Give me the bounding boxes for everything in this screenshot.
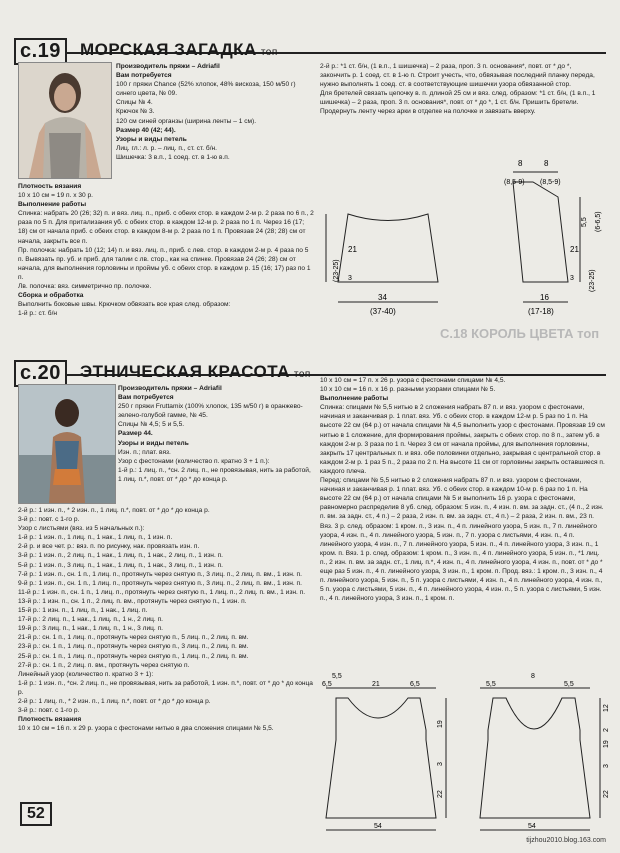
s20-back-strap: 5,5 [332,673,342,680]
section20-top-p1: Вам потребуется [118,394,174,402]
s19-front-height-alt: (23-25) [589,269,596,292]
section19-left-p6: Размер 40 (42; 44). [116,126,176,134]
section19-left-p3: Спицы № 4. [116,99,153,107]
section19-left-p1: Вам потребуется [116,72,172,80]
s20-back-top-left: 6,5 [322,681,332,688]
s19-back-height-alt: (23-25) [333,259,340,282]
s20-back-top-right: 6,5 [410,681,420,688]
section20-top-p4: Размер 44. [118,430,153,438]
section20-top-p2: 250 г пряжи Fruttamix (100% хлопок, 135 м/50 г) в оранжево-зелено-голубой гамме, № 45. [118,403,303,420]
s19-front-width: 16 [540,293,549,302]
s20-front-width: 54 [528,823,536,830]
section20-top-p6: Изн. п.; плат. вяз. [118,448,171,456]
section20-left-p8: 9-й р.: 1 изн. п., сн. 1 п., 1 лиц. п., протянуть через снятую п., 3 лиц. п., 2 лиц. п. вм., 1 изн. п. [18,579,302,587]
s20-front-h5: 22 [603,790,610,798]
s20-front-top: 5,5 [486,681,496,688]
section20-left-p12: 17-й р.: 2 лиц. п., 1 нак., 1 лиц. п., 1 н., 2 лиц. п. [18,616,163,624]
section20-left-p6: 5-й р.: 1 изн. п., 3 лиц. п., 1 нак., 1 лиц. п., 1 нак., 3 лиц. п., 1 изн. п. [18,561,224,569]
s19-back-height: 21 [348,245,357,254]
s20-front-h3: 19 [603,740,610,748]
s19-shoulder: 5,5 [581,217,588,227]
s20-front-h2: 2 [603,728,610,732]
section20-title-text: ЭТНИЧЕСКАЯ КРАСОТА [80,362,290,381]
s20-back-h1: 19 [437,720,444,728]
section19-left-p0: Производитель пряжи – Adriafil [116,63,220,70]
footer-url: tijzhou2010.blog.163.com [526,837,606,844]
section20-left-p1: 3-й р.: повт. с 1-го р. [18,516,80,524]
section20-right-p2: Выполнение работы [320,395,389,403]
section19-left-p5: 120 см синей органзы (ширина ленты – 1 см). [116,117,257,125]
section20-left-p2: Узор с листьями (вяз. из 5 начальных п.): [18,525,145,533]
section20-left-column [18,506,314,814]
section19-main-column [18,182,314,334]
section20-left-p16: 25-й р.: сн. 1 п., 1 лиц. п., протянуть через снятую п., 1 лиц. п., 2 лиц. п. вм. [18,652,249,660]
section19-main-p7: Выполнить боковые швы. Крючком обвязать все края след. образом: [18,301,231,309]
section19-main-p8: 1-й р.: ст. б/н [18,310,58,318]
section20-left-p9: 11-й р.: 1 изн. п., сн. 1 п., 1 лиц. п., протянуть через снятую п., 1 лиц. п., 2 лиц. п. вм., 1 изн. п. [18,588,306,596]
section20-left-p15: 23-й р.: сн. 1 п., 1 лиц. п., протянуть через снятую п., 3 лиц. п., 2 лиц. п. вм. [18,643,249,651]
s20-front-h1: 12 [603,704,610,712]
s19-back-width-alt: (37-40) [370,307,396,316]
s19-shoulder-alt: (6-6,5) [595,211,602,232]
section19-main-p1: 10 х 10 см = 19 п. х 30 р. [18,192,94,200]
section20-left-p21: 3-й р.: повт. с 1-го р. [18,707,80,715]
section19-diagram [318,152,608,337]
section20-right-p4: Перед: спицами № 5,5 нитью в 2 сложения набрать 87 п. и вяз. узором с фестонами, начиная и заканчивая р. 1 плат. вяз. Уб. с обеих стор. в каждом 10-м р. 6 раз по 1 п. На высоте 22 см (64 р.) от начала спицами № 5 и выполнить 16 р. узора с фестонами, равномерно распределив 8 уб. след. образом: 5 изн. п., 4 изн. п. вм. за задн. ст., (4 п., 2 изн. п. вм. за задн. ст., 4 п.) – 2 раза, 2 изн. п. вм. за задн. ст., 4 п.) – 2 раза, 2 изн. п. вм., 23 п. Вяз. 3 р. след. образом: 1 кром. п., 3 изн. п., 4 п. линейного узора, 5 изн. п., 7 п. линейного узора, 4 изн. п., 4 п. линейного узора, 5 изн. п., 7 п. узора с листьями, 4 изн. п., 4 п. линейного узора, 4 изн. п., 7 п. линейного узора, 5 изн. п., 4 п. линейного узора, 3 изн. п., 1 кром. п. Вяз. 1 р. след. образом: 1 кром. п., 3 изн. п., 4 п. линейного узора, 5 изн. п., *1 лиц. п., 2 изн. п. вм. за задн. ст., 1 лиц. п.*, 4 изн. п., 4 п. линейного узора, 4 изн. п., повт. от * до * еще раз 5 изн. п., 4 п. линейного узора, 3 изн. п., 1 кром. п. Прод. вяз.: 1 кром. п., 3 изн. п., 4 п. линейного узора, 5 изн. п., 5 п. узора с листьями, 4 изн. п., 4 п. линейного узора, 4 изн. п., 5 п. узора с листьями, 5 изн. п., 4 п. линейного узора, 4 изн. п., 5 п. узора с листьями, 5 изн. п., 4 п. линейного узора, 3 изн. п., 1 кром. п. [320,477,604,603]
section19-main-p6: Сборка и обработка [18,292,84,300]
section19-subtitle: топ [260,47,278,58]
s19-top-alt: (8,5-9) [504,179,525,186]
s20-front-strap: 5,5 [564,681,574,688]
section20-right-p3: Спинка: спицами № 5,5 нитью в 2 сложения набрать 87 п. и вяз. узором с фестонами, начиная и заканчивая р. 1 плат. вяз. Уб. с обеих стор. в каждом 12-м р. 5 раз по 1 п. На высоте 22 см (64 р.) от начала спицами № 4,5 выполнить узор с фестонами. Провязав 19 см нитью в 1 сложение, для формирования проймы, закрыть с обеих стор. по 8 п., затем уб. в каждом 2-м р. 3 раза по 1 п. Через 3 см от начала проймы, для выполнения горловины, закрыть 17 центральных п. и вяз. обе половинки отдельно, закрывая с центральной стор. в каждом 2-м р. 1 раз 5 п., 2 раза по 2 п. На высоте 11 см от горловины закрыть оставшиеся п. каждого плеча. [320,404,605,475]
section20-diagram [318,668,610,836]
section19-main-p4: Пр. полочка: набрать 10 (12; 14) п. и вяз. лиц. п., приб. с лев. стор. в каждом 2-м р. 4 раза по 5 п. Вывязать пр. уб. и приб. для талии с лв. стор., как на спинке. Провязав 24 (26; 28) см от начала, для выполнения горловины и проймы уб. с обеих стор. в каждом р. 15 (16; 17) раз по 1 п. [18,246,311,281]
section19-left-p9: Шишечка: 3 в.п., 1 соед. ст. в 1-ю в.п. [116,153,230,161]
section19-left-p4: Крючок № 3. [116,108,155,116]
section20-top-p8: 1-й р.: 1 лиц. п., *сн. 2 лиц. п., не провязывая, нить за работой, 1 лиц. п.*, повт. от * до * до конца р. [118,466,311,483]
section20-left-p3: 1-й р.: 1 изн. п., 1 лиц. п., 1 нак., 1 лиц. п., 1 изн. п. [18,534,173,542]
section20-left-p22: Плотность вязания [18,716,82,724]
s20-front-h4: 3 [603,764,610,768]
section20-left-p0: 2-й р.: 1 изн. п., * 2 изн. п., 1 лиц. п.*, повт. от * до * до конца р. [18,507,210,514]
s19-front-height: 21 [570,245,579,254]
s20-front-neck: 8 [531,673,535,680]
section19-main-p2: Выполнение работы [18,201,87,209]
section20-left-p14: 21-й р.: сн. 1 п., 1 лиц. п., протянуть через снятую п., 5 лиц. п., 2 лиц. п. вм. [18,634,249,642]
section20-left-p5: 3-й р.: 1 изн. п., 2 лиц. п., 1 нак., 1 лиц. п., 1 нак., 2 лиц. п., 1 изн. п. [18,552,224,560]
section19-main-p3: Спинка: набрать 20 (26; 32) п. и вяз. лиц. п., приб. с обеих стор. в каждом 2-м р. 2 раза по 6 п., 2 раза по 5 п. Для притализания уб. с обеих стор. в каждом 12-м р. 2 раза по 1 п. Через 16 (17; 18) см от начала приб. с обеих стор. в каждом 8-м р. 2 раза по 1 п. Провязав 24 (28; 28) см от начала, закрыть все п. [18,210,314,245]
section20-left-p18: Линейный узор (количество п. кратно 3 + 1): [18,670,154,678]
section19-left-column [116,62,312,182]
section19-badge [14,38,67,65]
section20-right-column [320,376,606,666]
section20-left-p13: 19-й р.: 3 лиц. п., 1 нак., 1 лиц. п., 1 н., 3 лиц. п. [18,625,163,633]
s19-back-hem: 3 [348,275,352,282]
section19-title-text: МОРСКАЯ ЗАГАДКА [80,40,257,59]
s19-top-left: 8 [518,159,523,168]
section20-left-p17: 27-й р.: сн. 1 п., 2 лиц. п. вм., протянуть через снятую п. [18,661,190,669]
section19-right-column [320,62,602,154]
s19-front-width-alt: (17-18) [528,307,554,316]
section20-title [80,362,311,382]
section20-badge [14,360,67,387]
section20-top-column [118,384,314,504]
s20-back-neck: 21 [372,681,380,688]
section19-title [80,40,278,60]
section19-main-p0: Плотность вязания [18,183,82,190]
section19-main-p5: Лв. полочка: вяз. симметрично пр. полочке. [18,283,152,291]
section20-top-p3: Спицы № 4,5; 5 и 5,5. [118,421,185,429]
section20-subtitle: топ [293,369,311,380]
section19-left-p2: 100 г пряжи Chance (52% хлопок, 48% вискоза, 150 м/50 г) синего цвета, № 09. [116,81,296,98]
section20-right-p0: 10 х 10 см = 17 п. х 26 р. узора с фестонами спицами № 4,5. [320,377,506,384]
section20-top-p5: Узоры и виды петель [118,439,189,447]
s19-top-alt2: (8,5-9) [540,179,561,186]
s19-back-width: 34 [378,293,387,302]
section19-number: с.19 [20,40,61,62]
section19-right-p0: 2-й р.: *1 ст. б/н, (1 в.п., 1 шишечка) – 2 раза, проп. 3 п. основания*, повт. от * до *, закончить р. 1 соед. ст. в 1-ю п. Строит учесть, что, обвязывая последний планку переда, нужно выполнять 1 соед. ст. в соответствующие шишечки узора обвязанной стор. [320,63,595,89]
bleed-through-text: С.18 КОРОЛЬ ЦВЕТА топ [440,326,600,341]
section20-left-p20: 2-й р.: 1 лиц. п., * 2 изн. п., 1 лиц. п.*, повт. от * до * до конца р. [18,697,211,705]
section19-right-p1: Для бретелей связать цепочку в. п. длиной 25 см и вяз. след. образом: *1 ст. б/н, (1 в.п., 1 шишечка) – 2 раза, проп. 3 п. основания*, повт. от * до *, 1 ст. б/н. Пришить бретели. Продернуть ленту через арки в отделке на полочке и завязать вверху. [320,90,596,116]
section20-photo [18,384,116,504]
page-number: 52 [20,802,52,826]
s20-back-h3: 22 [437,790,444,798]
section20-left-p7: 7-й р.: 1 изн. п., сн. 1 п., 1 лиц. п., протянуть через снятую п., 3 лиц. п., 2 лиц. п. вм., 1 изн. п. [18,570,302,578]
s19-front-hem: 3 [570,275,574,282]
section19-photo [18,62,112,179]
s20-back-width: 54 [374,823,382,830]
section20-left-p19: 1-й р.: 1 изн. п., *сн. 2 лиц. п., не провязывая, нить за работой, 1 изн. п.*, повт. от * до * до конца р. [18,679,313,696]
section20-left-p10: 13-й р.: 1 изн. п., сн. 1 п., 2 лиц. п. вм., протянуть через снятую п., 1 изн. п. [18,597,247,605]
section20-top-p7: Узор с фестонами (количество п. кратно 3 + 1 п.): [118,457,270,465]
s20-back-h2: 3 [437,762,444,766]
section20-left-p23: 10 х 10 см = 16 п. х 29 р. узора с фестонами нитью в два сложения спицами № 5,5. [18,725,274,733]
section19-left-p7: Узоры и виды петель [116,135,187,143]
s19-top-right: 8 [544,159,549,168]
section20-top-p0: Производитель пряжи – Adriafil [118,385,222,392]
section19-left-p8: Лиц. гл.: л. р. – лиц. п., ст. ст. б/н. [116,144,218,152]
section20-left-p11: 15-й р.: 1 изн. п., 1 лиц. п., 1 нак., 1 лиц. п. [18,607,148,615]
section20-number: с.20 [20,362,61,384]
section20-left-p4: 2-й р. и все чет. р.: вяз. п. по рисунку, нак. провязать изн. п. [18,543,200,551]
section20-right-p1: 10 х 10 см = 16 п. х 16 р. разными узорами спицами № 5. [320,386,496,394]
